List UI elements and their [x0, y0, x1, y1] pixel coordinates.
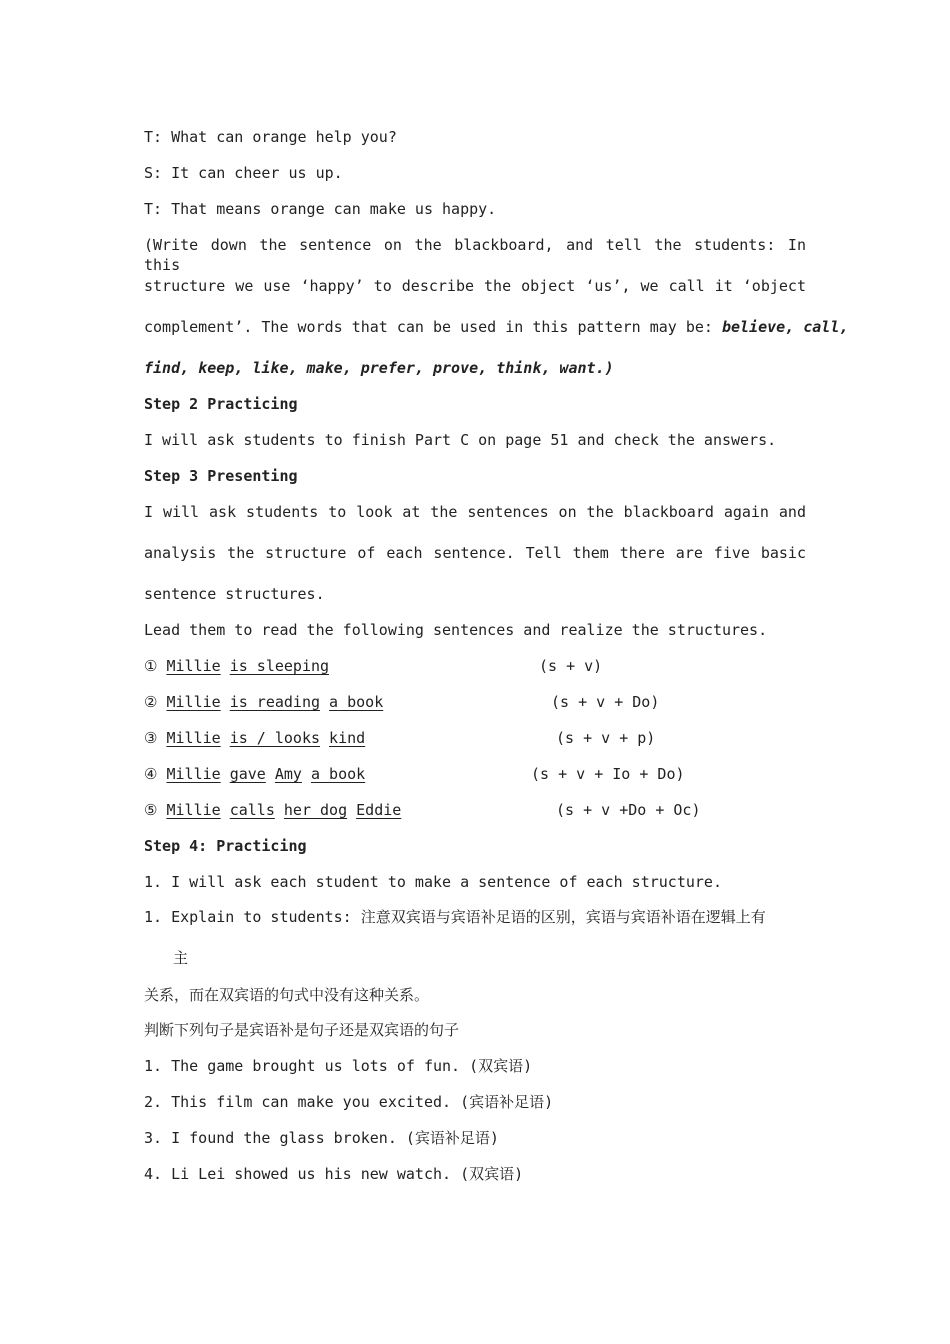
judgement-item-2: 2. This film can make you excited. (宾语补足语) [144, 1093, 554, 1111]
example-formula-1: (s + v) [539, 657, 603, 675]
explanation-line-3-text: complement’. The words that can be used in this pattern may be: [144, 318, 722, 336]
example-sentence-1 [144, 656, 329, 676]
example-formula-2: (s + v + Do) [551, 693, 660, 711]
dialogue-teacher-question: T: What can orange help you? [144, 128, 397, 146]
example-formula-4: (s + v + Io + Do) [531, 765, 685, 783]
step3-line-4: Lead them to read the following sentences and realize the structures. [144, 621, 768, 639]
step4-item-1: 1. I will ask each student to make a sentence of each structure. [144, 873, 722, 891]
judge-instruction: 判断下列句子是宾语补是句子还是双宾语的句子 [144, 1021, 460, 1039]
step3-line-3: sentence structures. [144, 585, 325, 603]
example-verb: is / looks [229, 729, 321, 747]
step3-line-1: I will ask students to look at the sentences on the blackboard again and [144, 503, 806, 521]
example-object-complement: Eddie [356, 801, 402, 819]
step2-heading: Step 2 Practicing [144, 395, 298, 413]
example-subject: Millie [166, 693, 221, 711]
example-number: ① [144, 657, 158, 675]
example-sentence-2 [144, 692, 383, 712]
example-sentence-4 [144, 764, 365, 784]
example-verb: calls [229, 801, 275, 819]
judgement-item-3: 3. I found the glass broken. (宾语补足语) [144, 1129, 499, 1147]
example-number: ③ [144, 729, 158, 747]
example-number: ④ [144, 765, 158, 783]
example-indirect-object: Amy [274, 765, 302, 783]
step4-heading: Step 4: Practicing [144, 837, 307, 855]
example-direct-object: a book [329, 693, 384, 711]
judgement-item-4: 4. Li Lei showed us his new watch. (双宾语) [144, 1165, 524, 1183]
step4-item-2-continuation: 主 [173, 949, 189, 967]
example-subject: Millie [166, 657, 221, 675]
dialogue-student-answer: S: It can cheer us up. [144, 164, 343, 182]
example-number: ② [144, 693, 158, 711]
step3-heading: Step 3 Presenting [144, 467, 298, 485]
example-direct-object: a book [310, 765, 366, 783]
pattern-verbs-list: find, keep, like, make, prefer, prove, think, want.) [144, 359, 614, 377]
step4-item-2: 1. Explain to students: 注意双宾语与宾语补足语的区别，宾语与宾语补语在逻辑上有 [144, 908, 766, 926]
explanation-line-1: (Write down the sentence on the blackboard, and tell the students: In this [144, 236, 806, 274]
example-subject: Millie [166, 765, 221, 783]
judgement-item-1: 1. The game brought us lots of fun. (双宾语) [144, 1057, 533, 1075]
example-formula-5: (s + v +Do + Oc) [556, 801, 701, 819]
example-verb: is sleeping [229, 657, 330, 675]
example-number: ⑤ [144, 801, 158, 819]
example-subject: Millie [166, 801, 221, 819]
explanation-line-2: structure we use ‘happy’ to describe the object ‘us’, we call it ‘object [144, 277, 806, 295]
dialogue-teacher-statement: T: That means orange can make us happy. [144, 200, 497, 218]
example-subject: Millie [166, 729, 221, 747]
step4-item-2-line-3: 关系，而在双宾语的句式中没有这种关系。 [144, 986, 430, 1004]
example-verb: is reading [229, 693, 321, 711]
explanation-line-3 [144, 317, 849, 337]
example-direct-object: her dog [283, 801, 348, 819]
example-verb: gave [229, 765, 266, 783]
example-predicative: kind [329, 729, 366, 747]
example-formula-3: (s + v + p) [556, 729, 656, 747]
example-sentence-3 [144, 728, 365, 748]
example-sentence-5 [144, 800, 401, 820]
step3-line-2: analysis the structure of each sentence. Tell them there are five basic [144, 544, 806, 562]
pattern-verbs-start: believe, call, [721, 318, 849, 336]
step2-text: I will ask students to finish Part C on page 51 and check the answers. [144, 431, 777, 449]
